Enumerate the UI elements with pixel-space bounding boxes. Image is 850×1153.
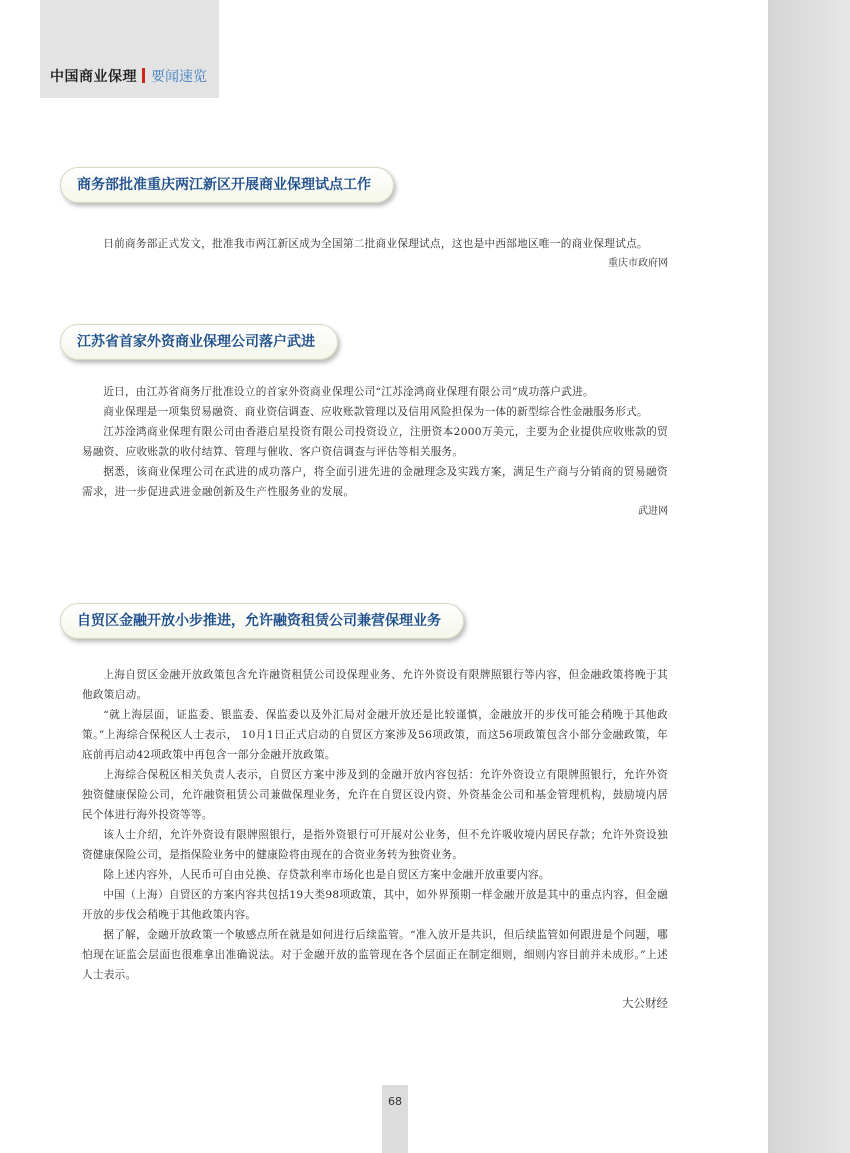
article-1-body — [82, 234, 668, 274]
running-header — [50, 66, 207, 86]
article-2-paragraph-3: 江苏淦鸿商业保理有限公司由香港启星投资有限公司投资设立，注册资本2000万美元，主要为企业提供应收账款的贸易融资、应收账款的收付结算、管理与催收、客户资信调查与评估等相关服务。 — [82, 426, 668, 458]
article-3-title: 自贸区金融开放小步推进，允许融资租赁公司兼营保理业务 — [60, 603, 464, 639]
article-3-body — [82, 665, 668, 1013]
article-3-paragraph-7: 据了解，金融开放政策一个敏感点所在就是如何进行后续监管。“准入放开是共识，但后续监管如何跟进是个问题，哪怕现在证监会层面也很难拿出准确说法。对于金融开放的监管现在各个层面正在制定细则，细则内容目前并未成形。”上述人士表示。 — [82, 929, 668, 981]
article-1-paragraph-1: 日前商务部正式发文，批准我市两江新区成为全国第二批商业保理试点，这也是中西部地区唯一的商业保理试点。 — [103, 238, 648, 250]
article-2-source: 武进网 — [638, 506, 668, 517]
article-3-paragraph-2: “就上海层面，证监委、银监委、保监委以及外汇局对金融开放还是比较谨慎，金融放开的步伐可能会稍晚于其他政策。”上海综合保税区人士表示， 10月1日正式启动的自贸区方案涉及56项政策，而这56项政策包含小部分金融政策，年底前再启动42项政策中再包含一部分金融开放政策。 — [82, 709, 668, 761]
article-2-paragraph-4: 据悉，该商业保理公司在武进的成功落户，将全面引进先进的金融理念及实践方案，满足生产商与分销商的贸易融资需求，进一步促进武进金融创新及生产性服务业的发展。 — [82, 466, 668, 498]
article-2-paragraph-1: 近日，由江苏省商务厅批准设立的首家外资商业保理公司“江苏淦鸿商业保理有限公司”成功落户武进。 — [103, 386, 594, 398]
article-1-source: 重庆市政府网 — [608, 258, 668, 269]
article-3-paragraph-6: 中国（上海）自贸区的方案内容共包括19大类98项政策，其中，如外界预期一样金融开放是其中的重点内容，但金融开放的步伐会稍晚于其他政策内容。 — [82, 889, 668, 921]
article-3-paragraph-4: 该人士介绍，允许外资设有限牌照银行，是指外资银行可开展对公业务，但不允许吸收境内居民存款；允许外资设独资健康保险公司，是指保险业务中的健康险将由现在的合资业务转为独资业务。 — [82, 829, 668, 861]
right-margin-strip — [768, 0, 850, 1153]
article-3-paragraph-3: 上海综合保税区相关负责人表示，自贸区方案中涉及到的金融开放内容包括：允许外资设立有限牌照银行，允许外资独资健康保险公司，允许融资租赁公司兼做保理业务，允许在自贸区设内资、外资基金公司和基金管理机构，鼓励境内居民个体进行海外投资等等。 — [82, 769, 668, 821]
article-3-source: 大公财经 — [622, 996, 668, 1010]
article-2-body — [82, 382, 668, 522]
article-2-paragraph-2: 商业保理是一项集贸易融资、商业资信调查、应收账款管理以及信用风险担保为一体的新型综合性金融服务形式。 — [103, 406, 648, 418]
magazine-title: 中国商业保理 — [50, 69, 137, 85]
article-3-paragraph-5: 除上述内容外，人民币可自由兑换、存贷款利率市场化也是自贸区方案中金融开放重要内容。 — [103, 869, 550, 881]
article-2-title: 江苏省首家外资商业保理公司落户武进 — [60, 324, 338, 360]
page-number: 68 — [388, 1095, 402, 1108]
section-name: 要闻速览 — [151, 69, 207, 85]
article-3-paragraph-1: 上海自贸区金融开放政策包含允许融资租赁公司设保理业务、允许外资设有限牌照银行等内容，但金融政策将晚于其他政策启动。 — [82, 669, 668, 701]
header-divider — [142, 68, 145, 83]
article-1-title: 商务部批准重庆两江新区开展商业保理试点工作 — [60, 167, 394, 203]
